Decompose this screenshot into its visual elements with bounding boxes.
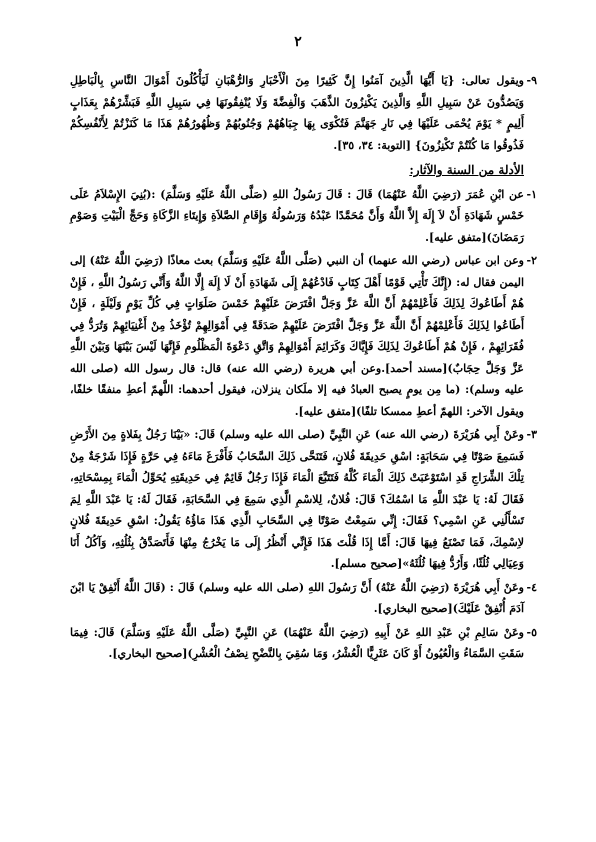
hadith-item [70,250,537,422]
hadith-text: وعَنْ سَالِمِ بْنِ عَبْدِ اللهِ عَنْ أَبِيهِ (رَضِيَ اللَّهُ عَنْهُمَا) عَنِ النَّبِيِّ (صَلَّى اللَّهُ عَلَيْهِ وَسَلَّمَ) قَالَ: فِيمَا سَقَتِ السَّمَاءُ وَالْعُيُونُ أَوْ كَانَ عَثَرِيًّا الْعُشْرُ، وَمَا سُقِيَ بِالنَّضْحِ نِصْفُ الْعُشْرِ)[صحيح البخاري]. [70,625,524,660]
hadith-text: وعن ابن عباس (رضي الله عنهما) أن النبي (صَلَّى اللَّهُ عَلَيْهِ وَسَلَّمَ) بعث معاذًا (رَضِيَ اللَّهُ عَنْهُ) إلى اليمن فقال له: (إِنَّكَ تَأْتِي قَوْمًا أَهْلَ كِتَابٍ فَادْعُهُمْ إِلَى شَهَادَةِ أَنْ لَا إِلَهَ إِلَّا اللَّهُ وَأَنِّي رَسُولُ اللَّهِ ، فَإِنْ هُمْ أَطَاعُوكَ لِذَلِكَ فَأَعْلِمْهُمْ أَنَّ اللَّهَ عَزَّ وَجَلَّ افْتَرَضَ عَلَيْهِمْ خَمْسَ صَلَوَاتٍ فِي كُلِّ يَوْمٍ وَلَيْلَةٍ ، فَإِنْ أَطَاعُوا لِذَلِكَ فَأَعْلِمْهُمْ أَنَّ اللَّهَ عَزَّ وَجَلَّ افْتَرَضَ عَلَيْهِمْ صَدَقَةً فِي أَمْوَالِهِمْ تُؤْخَذُ مِنْ أَغْنِيَائِهِمْ وَتُرَدُّ فِي فُقَرَائِهِمْ ، فَإِنْ هُمْ أَطَاعُوكَ لِذَلِكَ فَإِيَّاكَ وَكَرَائِمَ أَمْوَالِهِمْ وَاتَّقِ دَعْوَةَ الْمَظْلُومِ فَإِنَّهَا لَيْسَ بَيْنَهَا وَبَيْنَ اللَّهِ عَزَّ وَجَلَّ حِجَابٌ)[مسند أحمد].وعن أبي هريرة (رضي الله عنه) قال: قال رسول الله (صلى الله عليه وسلم): (ما مِن يومٍ يصبح العبادُ فيه إلا ملَكان ينزلان، فيقول أحدهما: اللَّهمّ أعطِ منفقًا خلفًا، ويقول الآخر: اللهمّ أعطِ ممسكا تلفًا)[متفق عليه]. [70,254,524,418]
hadith-number: ٢- [526,254,537,267]
verse-text: ويقول تعالى: {يَا أَيُّهَا الَّذِينَ آمَنُوا إِنَّ كَثِيرًا مِنَ الْأَحْبَارِ وَالرُّهْبَانِ لَيَأْكُلُونَ أَمْوَالَ النَّاسِ بِالْبَاطِلِ وَيَصُدُّونَ عَنْ سَبِيلِ اللَّهِ وَالَّذِينَ يَكْنِزُونَ الذَّهَبَ وَالْفِضَّةَ وَلَا يُنْفِقُونَهَا فِي سَبِيلِ اللَّهِ فَبَشِّرْهُمْ بِعَذَابٍ أَلِيمٍ * يَوْمَ يُحْمَى عَلَيْهَا فِي نَارِ جَهَنَّمَ فَتُكْوَى بِهَا جِبَاهُهُمْ وَجُنُوبُهُمْ وَظُهُورُهُمْ هَذَا مَا كَنَزْتُمْ لِأَنْفُسِكُمْ فَذُوقُوا مَا كُنْتُمْ تَكْنِزُونَ} [التوبة: ٣٤، ٣٥]. [70,74,524,152]
hadith-text: عن ابْنِ عُمَرَ (رَضِيَ اللَّهُ عَنْهُمَا) قَالَ : قَالَ رَسُولُ اللهِ (صَلَّى اللَّهُ عَلَيْهِ وَسَلَّمَ) :(بُنِيَ الإِسْلاَمُ عَلَى خَمْسٍ شَهَادَةِ أَنْ لاَ إِلَهَ إِلاَّ اللَّهُ وَأَنَّ مُحَمَّدًا عَبْدُهُ وَرَسُولُهُ وَإِقَامِ الصَّلاَةِ وَإِيتَاءِ الزَّكَاةِ وَحَجِّ الْبَيْتِ وَصَوْمِ رَمَضَانَ)[متفق عليه]. [70,187,524,244]
verse-number: ٩- [526,74,537,87]
hadith-number: ٤- [526,580,537,594]
hadith-item [70,184,537,249]
page-number: ٢ [294,34,302,50]
hadith-item [70,622,537,665]
hadith-number: ٣- [526,428,537,441]
hadith-text: وعَنْ أَبِي هُرَيْرَةَ (رَضِيَ اللَّهُ عَنْهُ) أَنَّ رَسُولَ اللهِ (صلى الله عليه وسلم) قَالَ : (قَالَ اللَّهُ أَنْفِقْ يَا ابْنَ آدَمَ أُنْفِقْ عَلَيْكَ)[صحيح البخاري]. [70,580,524,615]
verse-block [70,70,537,156]
hadith-text: وعَنْ أَبِي هُرَيْرَةَ (رضي الله عنه) عَنِ النَّبِيِّ (صلى الله عليه وسلم) قَالَ: «بَيْنَا رَجُلٌ بِفَلاةٍ مِنَ الأَرْضِ فَسَمِعَ صَوْتًا فِي سَحَابَةٍ: اسْقِ حَدِيقَةَ فُلانٍ، فَتَنَحَّى ذَلِكَ السَّحَابُ فَأَفْرَغَ مَاءَهُ فِي حَرَّةٍ فَإِذَا شَرْجَةٌ مِنْ تِلْكَ الشِّرَاجِ قَدِ اسْتَوْعَبَتْ ذَلِكَ الْمَاءَ كُلَّهُ فَتَتَبَّعَ الْمَاءَ فَإِذَا رَجُلٌ قَائِمٌ فِي حَدِيقَتِهِ يُحَوِّلُ الْمَاءَ بِمِسْحَاتِهِ، فَقَالَ لَهُ: يَا عَبْدَ اللَّهِ مَا اسْمُكَ؟ قَالَ: فُلانٌ، لِلاسْمِ الَّذِي سَمِعَ فِي السَّحَابَةِ، فَقَالَ لَهُ: يَا عَبْدَ اللَّهِ لِمَ تَسْأَلُنِي عَنِ اسْمِي؟ فَقَالَ: إِنِّي سَمِعْتُ صَوْتًا فِي السَّحَابِ الَّذِي هَذَا مَاؤُهُ يَقُولُ: اسْقِ حَدِيقَةَ فُلانٍ لاِسْمِكَ، فَمَا تَصْنَعُ فِيهَا قَالَ: أَمَّا إِذَا قُلْتَ هَذَا فَإِنِّي أَنْظُرُ إِلَى مَا يَخْرُجُ مِنْهَا فَأَتَصَدَّقُ بِثُلُثِهِ، وَآكُلُ أَنَا وَعِيَالِي ثُلُثًا، وَأَرُدُّ فِيهَا ثُلُثَهُ»[صحيح مسلم]. [70,428,524,570]
hadith-item [70,424,537,575]
hadith-number: ١- [526,187,537,201]
hadith-item [70,577,537,620]
section-title: الأدلة من السنة والآثار: [409,163,524,177]
document-body [70,70,537,665]
hadith-number: ٥- [526,625,537,639]
